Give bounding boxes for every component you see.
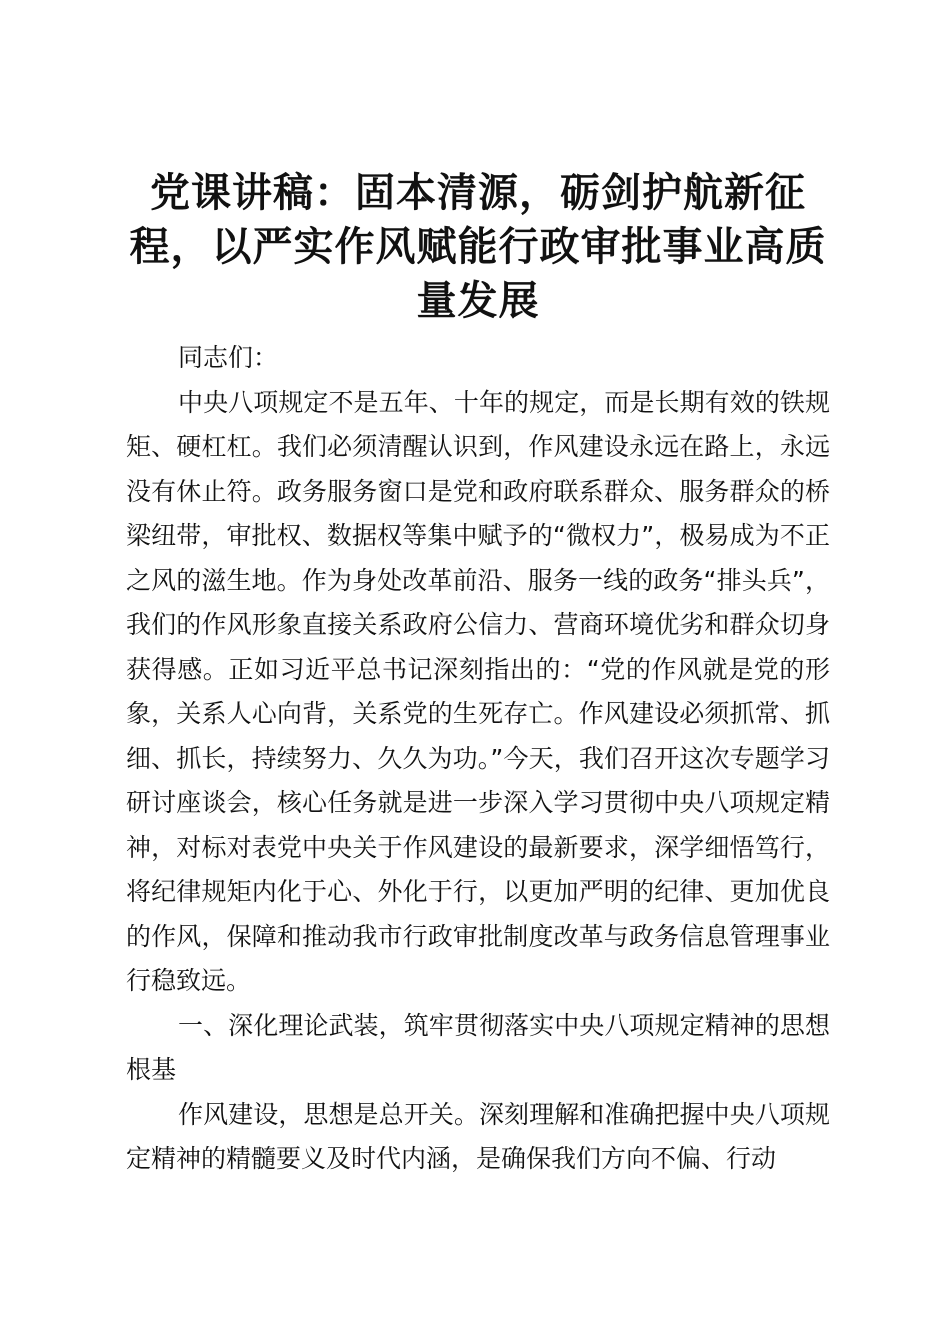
body-paragraph-1: 中央八项规定不是五年、十年的规定，而是长期有效的铁规矩、硬杠杠。我们必须清醒认识到，作风建设永远在路上，永远没有休止符。政务服务窗口是党和政府联系群众、服务群众的桥梁纽带，审批权、数据权等集中赋予的“微权力”，极易成为不正之风的滋生地。作为身处改革前沿、服务一线的政务“排头兵”，我们的作风形象直接关系政府公信力、营商环境优劣和群众切身获得感。正如习近平总书记深刻指出的：“党的作风就是党的形象，关系人心向背，关系党的生死存亡。作风建设必须抓常、抓细、抓长，持续努力、久久为功。”今天，我们召开这次专题学习研讨座谈会，核心任务就是进一步深入学习贯彻中央八项规定精神，对标对表党中央关于作风建设的最新要求，深学细悟笃行，将纪律规矩内化于心、外化于行，以更加严明的纪律、更加优良的作风，保障和推动我市行政审批制度改革与政务信息管理事业行稳致远。 [126, 387, 830, 995]
document-page [126, 166, 830, 1182]
body-paragraph-2: 作风建设，思想是总开关。深刻理解和准确把握中央八项规定精神的精髓要义及时代内涵，是确保我们方向不偏、行动 [126, 1099, 830, 1173]
salutation: 同志们： [178, 343, 279, 372]
section-heading-1: 一、深化理论武装，筑牢贯彻落实中央八项规定精神的思想根基 [126, 1010, 830, 1084]
document-title: 党课讲稿：固本清源，砺剑护航新征程，以严实作风赋能行政审批事业高质量发展 [129, 170, 827, 324]
